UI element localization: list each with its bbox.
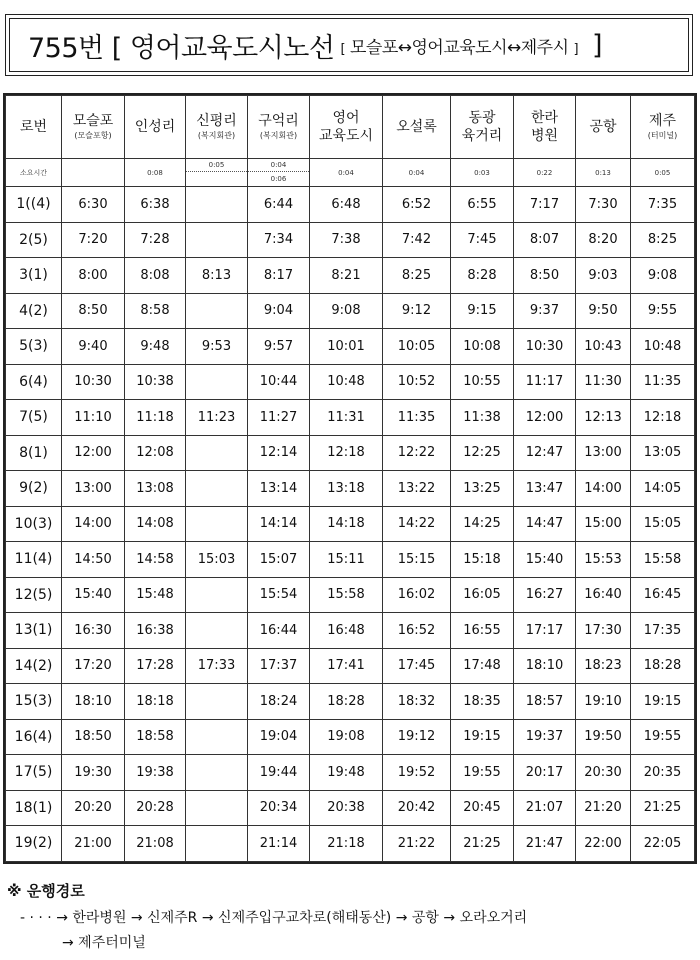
departure-time: 15:07 bbox=[248, 542, 310, 578]
departure-time: 18:35 bbox=[451, 684, 514, 720]
departure-time bbox=[186, 435, 248, 471]
departure-time: 9:53 bbox=[186, 329, 248, 365]
departure-time: 15:53 bbox=[576, 542, 631, 578]
route-line: - · · · → 한라병원 → 신제주R → 신제주입구교차로(해태동산) → 공항 → 오라오거리 bbox=[20, 910, 528, 926]
departure-time bbox=[186, 293, 248, 329]
departure-time: 15:58 bbox=[310, 577, 383, 613]
run-number: 11(4) bbox=[6, 542, 62, 578]
run-number: 15(3) bbox=[6, 684, 62, 720]
departure-time: 17:41 bbox=[310, 648, 383, 684]
departure-time: 13:08 bbox=[125, 471, 186, 507]
duration-cell: 0:05 bbox=[186, 159, 248, 187]
departure-time: 8:50 bbox=[514, 258, 576, 294]
departure-time: 8:28 bbox=[451, 258, 514, 294]
departure-time: 19:08 bbox=[310, 719, 383, 755]
departure-time: 11:10 bbox=[62, 400, 125, 436]
departure-time: 8:17 bbox=[248, 258, 310, 294]
departure-time: 19:44 bbox=[248, 755, 310, 791]
run-number: 9(2) bbox=[6, 471, 62, 507]
departure-time: 21:20 bbox=[576, 790, 631, 826]
departure-time: 7:34 bbox=[248, 222, 310, 258]
table-row bbox=[6, 719, 695, 755]
table-row bbox=[6, 542, 695, 578]
departure-time: 15:48 bbox=[125, 577, 186, 613]
departure-time: 8:21 bbox=[310, 258, 383, 294]
departure-time: 17:20 bbox=[62, 648, 125, 684]
departure-time: 13:47 bbox=[514, 471, 576, 507]
departure-time: 9:57 bbox=[248, 329, 310, 365]
departure-time: 15:03 bbox=[186, 542, 248, 578]
table-row bbox=[6, 187, 695, 223]
departure-time: 14:58 bbox=[125, 542, 186, 578]
route-line: → 제주터미널 bbox=[62, 935, 146, 951]
departure-time: 21:00 bbox=[62, 826, 125, 862]
departure-time: 10:38 bbox=[125, 364, 186, 400]
departure-time: 14:00 bbox=[576, 471, 631, 507]
table-row bbox=[6, 613, 695, 649]
departure-time: 12:08 bbox=[125, 435, 186, 471]
departure-time: 7:35 bbox=[631, 187, 695, 223]
departure-time: 13:00 bbox=[62, 471, 125, 507]
departure-time: 15:40 bbox=[62, 577, 125, 613]
departure-time: 11:35 bbox=[383, 400, 451, 436]
departure-time bbox=[186, 684, 248, 720]
departure-time: 19:10 bbox=[576, 684, 631, 720]
departure-time: 15:54 bbox=[248, 577, 310, 613]
departure-time: 8:50 bbox=[62, 293, 125, 329]
departure-time bbox=[186, 187, 248, 223]
departure-time bbox=[186, 506, 248, 542]
departure-time: 8:20 bbox=[576, 222, 631, 258]
departure-time: 21:14 bbox=[248, 826, 310, 862]
departure-time: 14:18 bbox=[310, 506, 383, 542]
departure-time: 8:07 bbox=[514, 222, 576, 258]
departure-time: 7:38 bbox=[310, 222, 383, 258]
departure-time: 15:05 bbox=[631, 506, 695, 542]
run-number: 3(1) bbox=[6, 258, 62, 294]
departure-time: 7:28 bbox=[125, 222, 186, 258]
title-close-bracket: ] bbox=[592, 29, 603, 61]
departure-time: 20:17 bbox=[514, 755, 576, 791]
run-number: 4(2) bbox=[6, 293, 62, 329]
departure-time: 22:05 bbox=[631, 826, 695, 862]
departure-time: 10:48 bbox=[631, 329, 695, 365]
duration-row bbox=[6, 159, 695, 187]
departure-time: 16:48 bbox=[310, 613, 383, 649]
departure-time: 21:25 bbox=[631, 790, 695, 826]
departure-time: 6:44 bbox=[248, 187, 310, 223]
departure-time: 16:52 bbox=[383, 613, 451, 649]
departure-time: 19:38 bbox=[125, 755, 186, 791]
run-number: 17(5) bbox=[6, 755, 62, 791]
departure-time: 18:23 bbox=[576, 648, 631, 684]
run-number: 12(5) bbox=[6, 577, 62, 613]
departure-time: 21:25 bbox=[451, 826, 514, 862]
departure-time: 13:22 bbox=[383, 471, 451, 507]
departure-time: 8:58 bbox=[125, 293, 186, 329]
duration-value-alt: 0:06 bbox=[270, 175, 287, 183]
run-number: 8(1) bbox=[6, 435, 62, 471]
departure-time: 20:42 bbox=[383, 790, 451, 826]
run-number: 7(5) bbox=[6, 400, 62, 436]
departure-time: 19:15 bbox=[631, 684, 695, 720]
departure-time: 17:33 bbox=[186, 648, 248, 684]
departure-time: 8:08 bbox=[125, 258, 186, 294]
departure-time: 8:25 bbox=[631, 222, 695, 258]
column-header-stop: 공항 bbox=[576, 96, 631, 159]
page-title: 755번 [ 영어교육도시노선 bbox=[28, 32, 335, 64]
column-header-run: 로번 bbox=[6, 96, 62, 159]
duration-cell-split bbox=[248, 159, 310, 187]
departure-time bbox=[186, 577, 248, 613]
table-row bbox=[6, 400, 695, 436]
departure-time: 11:31 bbox=[310, 400, 383, 436]
column-header-stop: 제주 (터미널) bbox=[631, 96, 695, 159]
table-row bbox=[6, 648, 695, 684]
departure-time: 14:08 bbox=[125, 506, 186, 542]
departure-time: 10:08 bbox=[451, 329, 514, 365]
departure-time: 11:30 bbox=[576, 364, 631, 400]
departure-time: 20:20 bbox=[62, 790, 125, 826]
column-header-stop: 영어 교육도시 bbox=[310, 96, 383, 159]
departure-time: 16:44 bbox=[248, 613, 310, 649]
departure-time: 9:03 bbox=[576, 258, 631, 294]
departure-time: 12:18 bbox=[631, 400, 695, 436]
duration-cell: 0:04 bbox=[310, 159, 383, 187]
departure-time: 14:22 bbox=[383, 506, 451, 542]
table-row bbox=[6, 506, 695, 542]
departure-time: 8:25 bbox=[383, 258, 451, 294]
departure-time: 19:48 bbox=[310, 755, 383, 791]
departure-time: 16:30 bbox=[62, 613, 125, 649]
departure-time: 18:28 bbox=[310, 684, 383, 720]
duration-value: 0:04 bbox=[248, 159, 309, 172]
departure-time: 12:18 bbox=[310, 435, 383, 471]
departure-time: 18:18 bbox=[125, 684, 186, 720]
departure-time: 15:11 bbox=[310, 542, 383, 578]
departure-time: 14:00 bbox=[62, 506, 125, 542]
departure-time: 19:15 bbox=[451, 719, 514, 755]
departure-time: 19:50 bbox=[576, 719, 631, 755]
departure-time: 20:35 bbox=[631, 755, 695, 791]
table-row bbox=[6, 755, 695, 791]
departure-time: 8:00 bbox=[62, 258, 125, 294]
duration-cell: 0:13 bbox=[576, 159, 631, 187]
run-number: 10(3) bbox=[6, 506, 62, 542]
departure-time: 6:30 bbox=[62, 187, 125, 223]
departure-time: 9:48 bbox=[125, 329, 186, 365]
departure-time: 18:32 bbox=[383, 684, 451, 720]
departure-time: 20:28 bbox=[125, 790, 186, 826]
departure-time: 9:04 bbox=[248, 293, 310, 329]
departure-time: 9:40 bbox=[62, 329, 125, 365]
departure-time: 6:55 bbox=[451, 187, 514, 223]
header-row bbox=[6, 96, 695, 159]
table-row bbox=[6, 684, 695, 720]
departure-time: 6:52 bbox=[383, 187, 451, 223]
departure-time: 13:25 bbox=[451, 471, 514, 507]
departure-time: 7:30 bbox=[576, 187, 631, 223]
duration-label: 소요시간 bbox=[6, 159, 62, 187]
departure-time: 13:18 bbox=[310, 471, 383, 507]
departure-time: 11:35 bbox=[631, 364, 695, 400]
departure-time: 9:08 bbox=[631, 258, 695, 294]
departure-time: 19:55 bbox=[631, 719, 695, 755]
run-number: 5(3) bbox=[6, 329, 62, 365]
departure-time: 11:38 bbox=[451, 400, 514, 436]
departure-time: 16:02 bbox=[383, 577, 451, 613]
departure-time: 16:40 bbox=[576, 577, 631, 613]
departure-time: 6:38 bbox=[125, 187, 186, 223]
departure-time: 17:45 bbox=[383, 648, 451, 684]
duration-cell: 0:03 bbox=[451, 159, 514, 187]
departure-time bbox=[186, 719, 248, 755]
column-header-stop: 인성리 bbox=[125, 96, 186, 159]
departure-time: 12:25 bbox=[451, 435, 514, 471]
departure-time: 19:55 bbox=[451, 755, 514, 791]
duration-cell bbox=[62, 159, 125, 187]
departure-time: 21:22 bbox=[383, 826, 451, 862]
departure-time: 10:30 bbox=[514, 329, 576, 365]
duration-cell: 0:22 bbox=[514, 159, 576, 187]
departure-time: 22:00 bbox=[576, 826, 631, 862]
departure-time: 20:45 bbox=[451, 790, 514, 826]
departure-time: 7:20 bbox=[62, 222, 125, 258]
route-subtitle bbox=[340, 33, 578, 58]
departure-time: 21:18 bbox=[310, 826, 383, 862]
departure-time: 18:50 bbox=[62, 719, 125, 755]
departure-time: 16:27 bbox=[514, 577, 576, 613]
departure-time: 15:00 bbox=[576, 506, 631, 542]
run-number: 18(1) bbox=[6, 790, 62, 826]
table-row bbox=[6, 577, 695, 613]
table-row bbox=[6, 222, 695, 258]
run-number: 16(4) bbox=[6, 719, 62, 755]
column-header-stop: 신평리 (복지회관) bbox=[186, 96, 248, 159]
departure-time: 20:38 bbox=[310, 790, 383, 826]
duration-cell: 0:05 bbox=[631, 159, 695, 187]
departure-time bbox=[186, 755, 248, 791]
departure-time: 18:57 bbox=[514, 684, 576, 720]
departure-time: 14:14 bbox=[248, 506, 310, 542]
departure-time: 20:30 bbox=[576, 755, 631, 791]
departure-time: 16:38 bbox=[125, 613, 186, 649]
departure-time: 15:18 bbox=[451, 542, 514, 578]
departure-time: 21:07 bbox=[514, 790, 576, 826]
departure-time: 18:58 bbox=[125, 719, 186, 755]
departure-time: 21:08 bbox=[125, 826, 186, 862]
departure-time bbox=[186, 826, 248, 862]
subtitle-text: 모슬포↔영어교육도시↔제주시 bbox=[349, 37, 569, 58]
departure-time: 10:55 bbox=[451, 364, 514, 400]
run-number: 1((4) bbox=[6, 187, 62, 223]
departure-time: 9:15 bbox=[451, 293, 514, 329]
table-row bbox=[6, 790, 695, 826]
departure-time: 19:52 bbox=[383, 755, 451, 791]
departure-time: 18:24 bbox=[248, 684, 310, 720]
departure-time: 13:14 bbox=[248, 471, 310, 507]
departure-time: 13:05 bbox=[631, 435, 695, 471]
departure-time: 11:18 bbox=[125, 400, 186, 436]
departure-time: 15:40 bbox=[514, 542, 576, 578]
subtitle-open-bracket: [ bbox=[340, 41, 346, 57]
departure-time: 7:45 bbox=[451, 222, 514, 258]
departure-time: 21:47 bbox=[514, 826, 576, 862]
column-header-stop: 한라 병원 bbox=[514, 96, 576, 159]
departure-time: 10:43 bbox=[576, 329, 631, 365]
departure-time: 13:00 bbox=[576, 435, 631, 471]
departure-time: 17:17 bbox=[514, 613, 576, 649]
subtitle-close-bracket: ] bbox=[573, 41, 579, 57]
departure-time: 16:05 bbox=[451, 577, 514, 613]
departure-time: 19:04 bbox=[248, 719, 310, 755]
departure-time: 17:28 bbox=[125, 648, 186, 684]
run-number: 19(2) bbox=[6, 826, 62, 862]
duration-cell: 0:04 bbox=[383, 159, 451, 187]
departure-time: 14:25 bbox=[451, 506, 514, 542]
route-heading: ※ 운행경로 bbox=[7, 882, 85, 900]
departure-time: 15:58 bbox=[631, 542, 695, 578]
run-number: 6(4) bbox=[6, 364, 62, 400]
departure-time: 12:22 bbox=[383, 435, 451, 471]
table-row bbox=[6, 293, 695, 329]
departure-time: 16:55 bbox=[451, 613, 514, 649]
table-row bbox=[6, 258, 695, 294]
departure-time: 20:34 bbox=[248, 790, 310, 826]
departure-time: 9:08 bbox=[310, 293, 383, 329]
departure-time: 14:05 bbox=[631, 471, 695, 507]
departure-time bbox=[186, 222, 248, 258]
departure-time: 16:45 bbox=[631, 577, 695, 613]
table-row bbox=[6, 364, 695, 400]
departure-time: 17:35 bbox=[631, 613, 695, 649]
departure-time: 6:48 bbox=[310, 187, 383, 223]
departure-time: 14:50 bbox=[62, 542, 125, 578]
departure-time: 17:48 bbox=[451, 648, 514, 684]
departure-time bbox=[186, 613, 248, 649]
departure-time bbox=[186, 364, 248, 400]
table-row bbox=[6, 471, 695, 507]
departure-time bbox=[186, 790, 248, 826]
departure-time: 10:30 bbox=[62, 364, 125, 400]
departure-time: 11:17 bbox=[514, 364, 576, 400]
departure-time: 12:47 bbox=[514, 435, 576, 471]
timetable bbox=[5, 95, 695, 862]
departure-time: 10:52 bbox=[383, 364, 451, 400]
run-number: 14(2) bbox=[6, 648, 62, 684]
departure-time: 17:37 bbox=[248, 648, 310, 684]
departure-time: 10:44 bbox=[248, 364, 310, 400]
departure-time: 12:14 bbox=[248, 435, 310, 471]
column-header-stop: 구억리 (복지회관) bbox=[248, 96, 310, 159]
departure-time: 14:47 bbox=[514, 506, 576, 542]
departure-time: 7:17 bbox=[514, 187, 576, 223]
departure-time bbox=[186, 471, 248, 507]
departure-time: 9:50 bbox=[576, 293, 631, 329]
column-header-stop: 동광 육거리 bbox=[451, 96, 514, 159]
departure-time: 17:30 bbox=[576, 613, 631, 649]
departure-time: 12:00 bbox=[62, 435, 125, 471]
departure-time: 18:10 bbox=[514, 648, 576, 684]
departure-time: 19:30 bbox=[62, 755, 125, 791]
departure-time: 18:10 bbox=[62, 684, 125, 720]
departure-time: 18:28 bbox=[631, 648, 695, 684]
departure-time: 7:42 bbox=[383, 222, 451, 258]
departure-time: 12:13 bbox=[576, 400, 631, 436]
departure-time: 9:55 bbox=[631, 293, 695, 329]
departure-time: 8:13 bbox=[186, 258, 248, 294]
departure-time: 11:27 bbox=[248, 400, 310, 436]
table-row bbox=[6, 329, 695, 365]
departure-time: 9:37 bbox=[514, 293, 576, 329]
departure-time: 19:37 bbox=[514, 719, 576, 755]
departure-time: 15:15 bbox=[383, 542, 451, 578]
departure-time: 10:48 bbox=[310, 364, 383, 400]
column-header-stop: 오설록 bbox=[383, 96, 451, 159]
table-row bbox=[6, 435, 695, 471]
departure-time: 12:00 bbox=[514, 400, 576, 436]
column-header-stop: 모슬포 (모슬포항) bbox=[62, 96, 125, 159]
title-box bbox=[5, 14, 693, 76]
departure-time: 11:23 bbox=[186, 400, 248, 436]
departure-time: 10:01 bbox=[310, 329, 383, 365]
table-row bbox=[6, 826, 695, 862]
duration-cell: 0:08 bbox=[125, 159, 186, 187]
departure-time: 10:05 bbox=[383, 329, 451, 365]
run-number: 2(5) bbox=[6, 222, 62, 258]
run-number: 13(1) bbox=[6, 613, 62, 649]
departure-time: 9:12 bbox=[383, 293, 451, 329]
departure-time: 19:12 bbox=[383, 719, 451, 755]
